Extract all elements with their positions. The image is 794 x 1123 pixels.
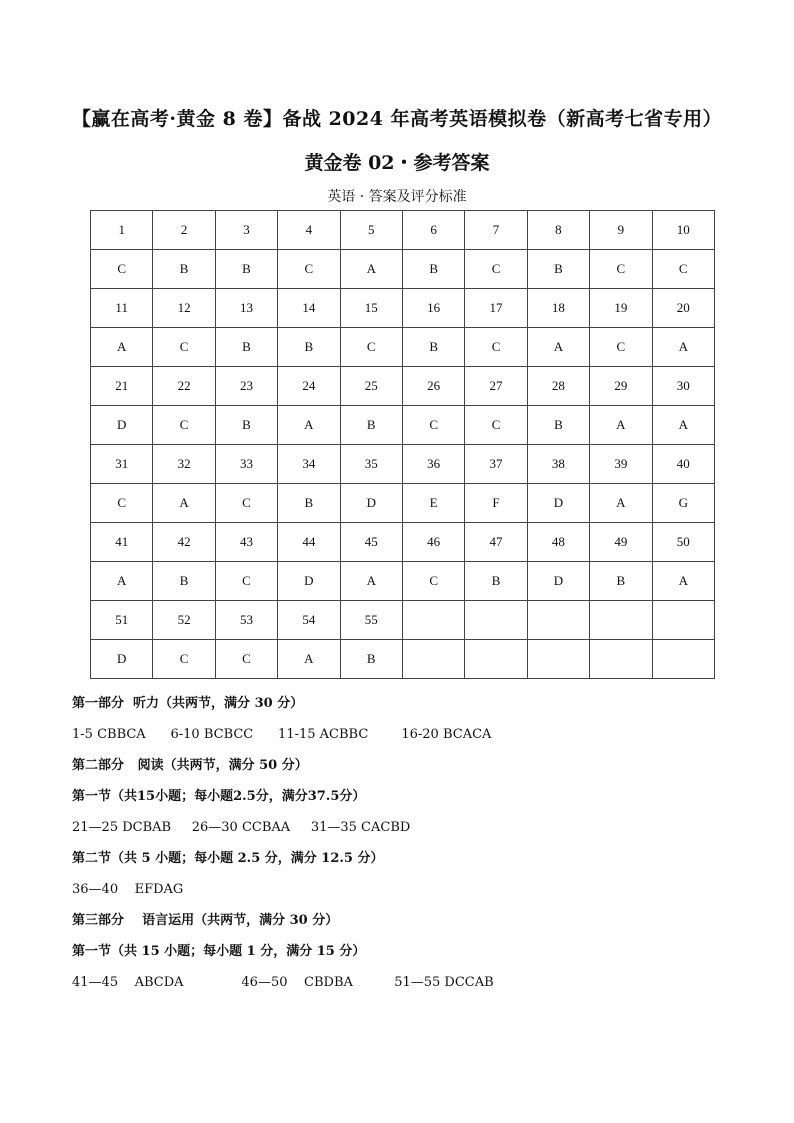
- answer-cell: B: [590, 562, 652, 601]
- question-number-cell: 43: [215, 523, 277, 562]
- answer-cell: A: [652, 406, 714, 445]
- question-number-cell: 51: [91, 601, 153, 640]
- question-number-cell: 12: [153, 289, 215, 328]
- question-number-cell: 37: [465, 445, 527, 484]
- answer-cell: [652, 640, 714, 679]
- answer-cell: B: [340, 406, 402, 445]
- question-number-cell: 47: [465, 523, 527, 562]
- answer-cell: [590, 640, 652, 679]
- answer-cell: A: [652, 562, 714, 601]
- answer-cell: A: [590, 484, 652, 523]
- question-number-cell: 48: [527, 523, 589, 562]
- question-number-cell: 41: [91, 523, 153, 562]
- question-number-cell: 22: [153, 367, 215, 406]
- answer-cell: B: [215, 406, 277, 445]
- answer-cell: C: [153, 640, 215, 679]
- question-number-cell: 30: [652, 367, 714, 406]
- question-number-row: [91, 211, 715, 250]
- answer-row: [91, 484, 715, 523]
- answer-cell: D: [91, 406, 153, 445]
- answer-cell: B: [278, 328, 340, 367]
- answer-cell: A: [590, 406, 652, 445]
- question-number-cell: 55: [340, 601, 402, 640]
- question-number-cell: 16: [402, 289, 464, 328]
- section-heading: 第二部分 阅读（共两节，满分 50 分）: [72, 758, 308, 773]
- section-heading: 第一部分 听力（共两节，满分 30 分）: [72, 696, 304, 711]
- answer-cell: C: [465, 406, 527, 445]
- answer-cell: C: [153, 406, 215, 445]
- question-number-cell: 7: [465, 211, 527, 250]
- question-number-cell: 2: [153, 211, 215, 250]
- document-subtitle: 黄金卷 02・参考答案: [304, 152, 490, 174]
- question-number-cell: 34: [278, 445, 340, 484]
- question-number-row: [91, 367, 715, 406]
- question-number-cell: 31: [91, 445, 153, 484]
- answer-cell: [402, 640, 464, 679]
- answer-cell: C: [590, 328, 652, 367]
- question-number-cell: 13: [215, 289, 277, 328]
- answer-cell: A: [91, 328, 153, 367]
- question-number-cell: 33: [215, 445, 277, 484]
- answer-cell: C: [340, 328, 402, 367]
- question-number-cell: 4: [278, 211, 340, 250]
- question-number-row: [91, 445, 715, 484]
- question-number-cell: 32: [153, 445, 215, 484]
- answer-cell: B: [527, 250, 589, 289]
- answer-cell: C: [652, 250, 714, 289]
- document-title: 【赢在高考·黄金 8 卷】备战 2024 年高考英语模拟卷（新高考七省专用）: [71, 108, 723, 130]
- section-heading: 第三部分 语言运用（共两节，满分 30 分）: [72, 913, 339, 928]
- answer-cell: D: [91, 640, 153, 679]
- question-number-cell: 46: [402, 523, 464, 562]
- answer-cell: A: [340, 562, 402, 601]
- answer-cell: C: [215, 484, 277, 523]
- question-number-cell: [652, 601, 714, 640]
- question-number-cell: 27: [465, 367, 527, 406]
- answer-cell: D: [527, 484, 589, 523]
- table-caption: 英语 · 答案及评分标准: [327, 189, 467, 205]
- answer-cell: A: [527, 328, 589, 367]
- question-number-cell: 53: [215, 601, 277, 640]
- answer-cell: D: [340, 484, 402, 523]
- question-number-cell: 17: [465, 289, 527, 328]
- answer-cell: C: [402, 406, 464, 445]
- answer-line: 41—45 ABCDA 46—50 CBDBA 51—55 DCCAB: [72, 975, 494, 990]
- question-number-cell: 15: [340, 289, 402, 328]
- answer-cell: C: [153, 328, 215, 367]
- question-number-cell: 23: [215, 367, 277, 406]
- question-number-cell: 18: [527, 289, 589, 328]
- answer-cell: B: [215, 328, 277, 367]
- answer-cell: B: [153, 250, 215, 289]
- answer-row: [91, 406, 715, 445]
- answer-cell: B: [465, 562, 527, 601]
- answer-row: [91, 328, 715, 367]
- answer-cell: B: [215, 250, 277, 289]
- answer-cell: A: [278, 640, 340, 679]
- question-number-cell: 52: [153, 601, 215, 640]
- answer-cell: B: [402, 328, 464, 367]
- answer-cell: G: [652, 484, 714, 523]
- answer-cell: A: [153, 484, 215, 523]
- question-number-cell: 28: [527, 367, 589, 406]
- question-number-cell: 42: [153, 523, 215, 562]
- answer-cell: C: [465, 250, 527, 289]
- question-number-cell: 19: [590, 289, 652, 328]
- question-number-cell: 50: [652, 523, 714, 562]
- question-number-cell: 10: [652, 211, 714, 250]
- answer-cell: B: [527, 406, 589, 445]
- question-number-cell: 40: [652, 445, 714, 484]
- answer-cell: B: [402, 250, 464, 289]
- answer-row: [91, 640, 715, 679]
- answer-cell: B: [153, 562, 215, 601]
- answer-cell: A: [340, 250, 402, 289]
- answer-cell: F: [465, 484, 527, 523]
- question-number-cell: 26: [402, 367, 464, 406]
- answer-cell: C: [91, 484, 153, 523]
- question-number-row: [91, 601, 715, 640]
- answer-line: 36—40 EFDAG: [72, 882, 184, 897]
- answer-cell: [465, 640, 527, 679]
- question-number-cell: [527, 601, 589, 640]
- question-number-cell: 24: [278, 367, 340, 406]
- question-number-row: [91, 289, 715, 328]
- section-heading: 第一节（共15小题；每小题2.5分，满分37.5分）: [72, 789, 366, 804]
- answer-table-body: [91, 211, 715, 679]
- question-number-cell: 35: [340, 445, 402, 484]
- answer-notes: [72, 692, 752, 1002]
- answer-cell: C: [465, 328, 527, 367]
- question-number-cell: 9: [590, 211, 652, 250]
- question-number-cell: 1: [91, 211, 153, 250]
- question-number-cell: 8: [527, 211, 589, 250]
- question-number-cell: 49: [590, 523, 652, 562]
- answer-table: [90, 210, 715, 679]
- answer-cell: C: [590, 250, 652, 289]
- section-heading: 第一节（共 15 小题；每小题 1 分，满分 15 分）: [72, 944, 366, 959]
- answer-cell: C: [278, 250, 340, 289]
- question-number-cell: 11: [91, 289, 153, 328]
- question-number-cell: [402, 601, 464, 640]
- question-number-cell: 20: [652, 289, 714, 328]
- question-number-cell: 14: [278, 289, 340, 328]
- question-number-cell: 44: [278, 523, 340, 562]
- question-number-cell: 54: [278, 601, 340, 640]
- question-number-cell: 21: [91, 367, 153, 406]
- question-number-cell: 45: [340, 523, 402, 562]
- answer-cell: E: [402, 484, 464, 523]
- answer-cell: A: [652, 328, 714, 367]
- answer-line: 21—25 DCBAB 26—30 CCBAA 31—35 CACBD: [72, 820, 411, 835]
- question-number-cell: 3: [215, 211, 277, 250]
- question-number-cell: 6: [402, 211, 464, 250]
- answer-cell: B: [278, 484, 340, 523]
- question-number-cell: 36: [402, 445, 464, 484]
- answer-cell: A: [91, 562, 153, 601]
- answer-cell: C: [215, 562, 277, 601]
- question-number-cell: 38: [527, 445, 589, 484]
- answer-cell: C: [91, 250, 153, 289]
- answer-cell: D: [527, 562, 589, 601]
- question-number-cell: 39: [590, 445, 652, 484]
- answer-cell: C: [402, 562, 464, 601]
- question-number-cell: [465, 601, 527, 640]
- answer-row: [91, 250, 715, 289]
- section-heading: 第二节（共 5 小题；每小题 2.5 分，满分 12.5 分）: [72, 851, 384, 866]
- answer-cell: D: [278, 562, 340, 601]
- answer-cell: [527, 640, 589, 679]
- answer-row: [91, 562, 715, 601]
- question-number-cell: 25: [340, 367, 402, 406]
- answer-cell: A: [278, 406, 340, 445]
- question-number-cell: 5: [340, 211, 402, 250]
- question-number-cell: [590, 601, 652, 640]
- question-number-row: [91, 523, 715, 562]
- answer-cell: B: [340, 640, 402, 679]
- answer-line: 1-5 CBBCA 6-10 BCBCC 11-15 ACBBC 16-20 BCACA: [72, 727, 492, 742]
- question-number-cell: 29: [590, 367, 652, 406]
- answer-cell: C: [215, 640, 277, 679]
